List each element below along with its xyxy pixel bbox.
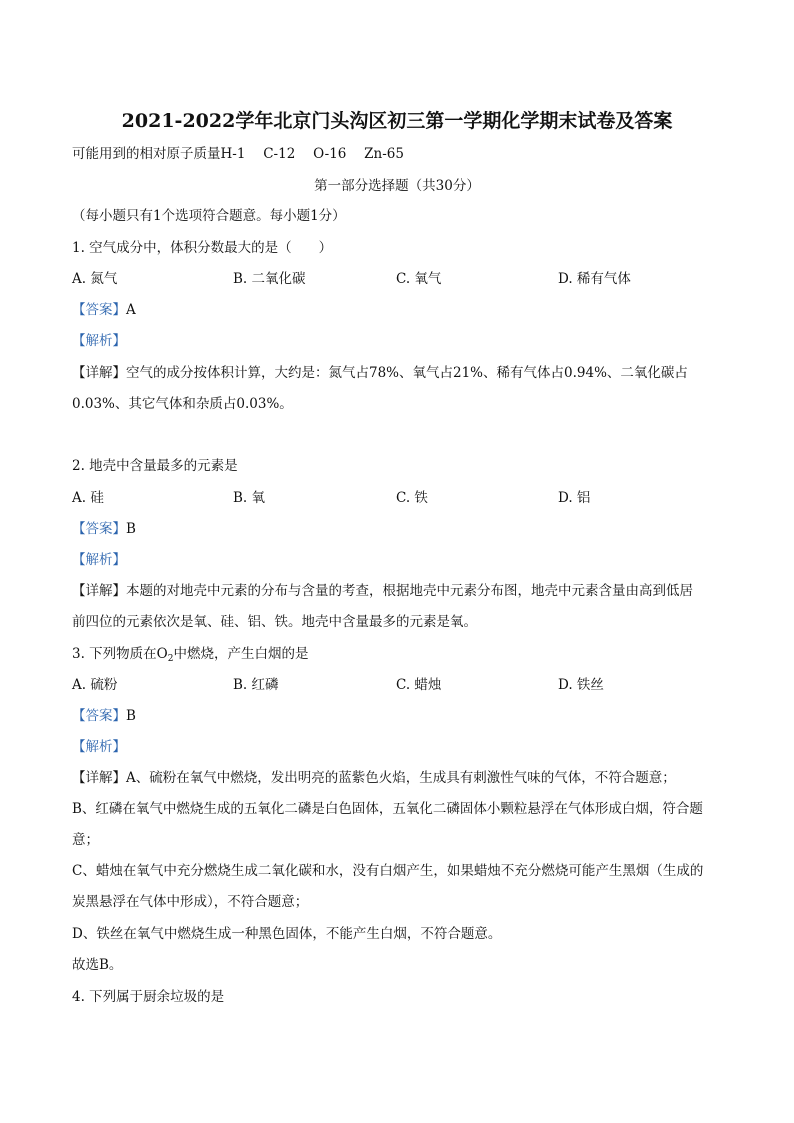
detail-text: 本题的对地壳中元素的分布与含量的考查，根据地壳中元素分布图，地壳中元素含量由高到低居 <box>126 583 693 599</box>
q1-detail-line-2: 0.03%、其它气体和杂质占0.03%。 <box>72 396 293 412</box>
q1-answer <box>72 301 136 319</box>
q1-detail-line-1 <box>72 364 688 382</box>
question-1-stem: 1. 空气成分中，体积分数最大的是（ ） <box>72 240 333 256</box>
q1-option-a: A. 氮气 <box>72 271 118 287</box>
q3-detail-line-7: 故选B。 <box>72 957 123 973</box>
question-2-stem: 2. 地壳中含量最多的元素是 <box>72 458 238 474</box>
detail-text: A、硫粉在氧气中燃烧，发出明亮的蓝紫色火焰，生成具有刺激性气味的气体，不符合题意； <box>126 770 676 786</box>
q2-option-b: B. 氧 <box>233 490 266 506</box>
q3-answer <box>72 707 136 725</box>
q1-option-b: B. 二氧化碳 <box>233 271 306 287</box>
answer-label: 【答案】 <box>72 708 126 724</box>
q2-analysis-label: 【解析】 <box>72 552 126 568</box>
detail-label: 【详解】 <box>72 770 126 786</box>
q3-detail-line-3: 意； <box>72 832 99 848</box>
stem-text: 3. 下列物质在O <box>72 646 168 662</box>
answer-value: B <box>126 708 136 724</box>
subscript: 2 <box>167 654 174 664</box>
answer-label: 【答案】 <box>72 521 126 537</box>
q3-detail-line-4: C、蜡烛在氧气中充分燃烧生成二氧化碳和水，没有白烟产生，如果蜡烛不充分燃烧可能产生黑烟（生成的 <box>72 863 704 879</box>
q1-analysis-label: 【解析】 <box>72 333 126 349</box>
atomic-masses: 可能用到的相对原子质量H-1 C-12 O-16 Zn-65 <box>72 146 404 162</box>
detail-label: 【详解】 <box>72 365 126 381</box>
q3-option-d: D. 铁丝 <box>558 677 604 693</box>
question-4-stem: 4. 下列属于厨余垃圾的是 <box>72 989 225 1005</box>
section-heading: 第一部分选择题（共30分） <box>314 178 480 194</box>
q2-option-d: D. 铝 <box>558 490 591 506</box>
page-title: 2021-2022学年北京门头沟区初三第一学期化学期末试卷及答案 <box>121 110 673 132</box>
q3-detail-line-5: 炭黑悬浮在气体中形成），不符合题意； <box>72 894 309 910</box>
question-3-stem <box>72 645 308 668</box>
q3-analysis-label: 【解析】 <box>72 739 126 755</box>
q3-detail-line-1 <box>72 769 676 787</box>
stem-text: 中燃烧，产生白烟的是 <box>173 646 309 662</box>
q1-option-c: C. 氧气 <box>396 271 442 287</box>
q1-option-d: D. 稀有气体 <box>558 271 631 287</box>
answer-label: 【答案】 <box>72 302 126 318</box>
q2-option-c: C. 铁 <box>396 490 428 506</box>
q2-option-a: A. 硅 <box>72 490 104 506</box>
section-instructions: （每小题只有1个选项符合题意。每小题1分） <box>72 208 346 224</box>
q2-answer <box>72 520 136 538</box>
q2-detail-line-1 <box>72 582 693 600</box>
answer-value: B <box>126 521 136 537</box>
q3-detail-line-2: B、红磷在氧气中燃烧生成的五氧化二磷是白色固体，五氧化二磷固体小颗粒悬浮在气体形成白烟，符合题 <box>72 801 703 817</box>
q3-option-a: A. 硫粉 <box>72 677 118 693</box>
answer-value: A <box>126 302 136 318</box>
detail-text: 空气的成分按体积计算，大约是：氮气占78%、氧气占21%、稀有气体占0.94%、二氧化碳占 <box>126 365 688 381</box>
q3-option-c: C. 蜡烛 <box>396 677 442 693</box>
q2-detail-line-2: 前四位的元素依次是氧、硅、铝、铁。地壳中含量最多的元素是氧。 <box>72 614 477 630</box>
q3-detail-line-6: D、铁丝在氧气中燃烧生成一种黑色固体，不能产生白烟，不符合题意。 <box>72 926 502 942</box>
detail-label: 【详解】 <box>72 583 126 599</box>
q3-option-b: B. 红磷 <box>233 677 279 693</box>
